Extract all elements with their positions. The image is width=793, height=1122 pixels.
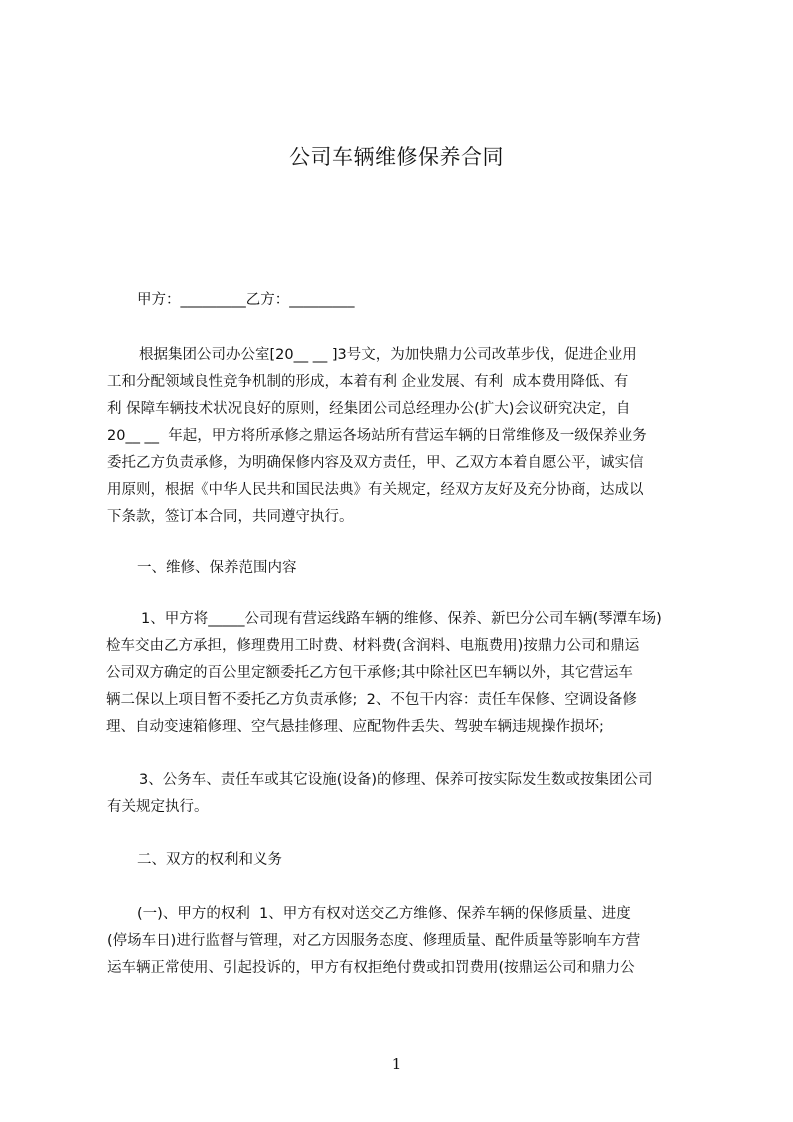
page-number: 1: [391, 1055, 402, 1073]
paragraph-line: 有关规定执行。: [107, 799, 209, 815]
paragraph-line: 辆二保以上项目暂不委托乙方负责承修; 2、不包干内容：责任车保修、空调设备修: [106, 692, 637, 708]
parties-line: 甲方：_________乙方：_________: [137, 292, 355, 308]
paragraph-line: 1、甲方将_____公司现有营运线路车辆的维修、保养、新巴分公司车辆(琴潭车场): [141, 611, 662, 627]
paragraph-line: 3、公务车、责任车或其它设施(设备)的修理、保养可按实际发生数或按集团公司: [139, 772, 653, 788]
paragraph-line: (停场车日)进行监督与管理，对乙方因服务态度、修理质量、配件质量等影响车方营: [107, 933, 641, 949]
preamble-line: 用原则，根据《中华人民共和国民法典》有关规定，经双方友好及充分协商，达成以: [107, 482, 644, 498]
paragraph-line: 公司双方确定的百公里定额委托乙方包干承修;其中除社区巴车辆以外，其它营运车: [106, 665, 633, 681]
paragraph-line: 运车辆正常使用、引起投诉的，甲方有权拒绝付费或扣罚费用(按鼎运公司和鼎力公: [107, 960, 635, 976]
preamble-line: 下条款，签订本合同，共同遵守执行。: [107, 509, 354, 525]
preamble-line: 20__ __ 年起，甲方将所承修之鼎运各场站所有营运车辆的日常维修及一级保养业务: [107, 428, 647, 444]
preamble-line: 工和分配领域良性竞争机制的形成，本着有利 企业发展、有利 成本费用降低、有: [107, 374, 629, 390]
section-heading: 二、双方的权利和义务: [137, 852, 282, 868]
preamble-line: 委托乙方负责承修，为明确保修内容及双方责任，甲、乙双方本着自愿公平，诚实信: [107, 455, 644, 471]
paragraph-line: (一)、甲方的权利 1、甲方有权对送交乙方维修、保养车辆的保修质量、进度: [137, 906, 631, 922]
paragraph-line: 检车交由乙方承担，修理费用工时费、材料费(含润料、电瓶费用)按鼎力公司和鼎运: [106, 638, 640, 654]
paragraph-line: 理、自动变速箱修理、空气悬挂修理、应配物件丢失、驾驶车辆违规操作损坏;: [106, 719, 604, 735]
preamble-line: 根据集团公司办公室[20__ __ ]3号文，为加快鼎力公司改革步伐，促进企业用: [139, 347, 637, 363]
preamble-line: 利 保障车辆技术状况良好的原则，经集团公司总经理办公(扩大)会议研究决定，自: [107, 401, 631, 417]
document-title: 公司车辆维修保养合同: [289, 145, 504, 169]
section-heading: 一、维修、保养范围内容: [137, 560, 297, 576]
